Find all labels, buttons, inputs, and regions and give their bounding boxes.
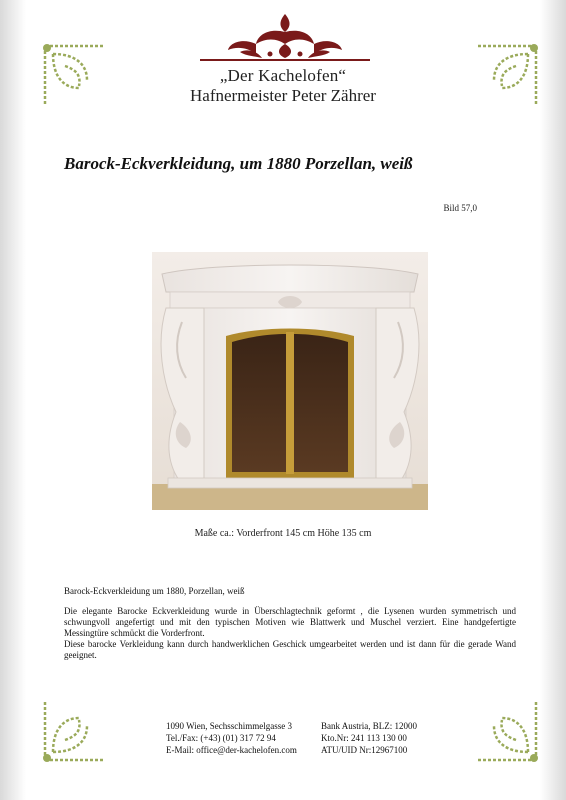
dimensions-caption: Maße ca.: Vorderfront 145 cm Höhe 135 cm [194, 528, 372, 539]
footer-email: E-Mail: office@der-kachelofen.com [166, 745, 297, 755]
description-paragraph: Die elegante Barocke Eckverkleidung wurde in Überschlagtechnik geformt , die Lysenen wurden symmetrisch und schwungvoll angefertigt und mit den typischen Motiven wie Blattwerk und Muschel verziert. Eine handgefertigte Messingtüre schmückt die Vorderfront. [64, 606, 516, 638]
description-paragraph-2: Diese barocke Verkleidung kann durch handwerklichen Geschick umgearbeitet werden und ist dann für die gerade Wand geeignet. [64, 639, 516, 660]
description-block [64, 586, 516, 661]
master-name: Hafnermeister Peter Zährer [190, 86, 376, 105]
header-ornament-icon [200, 12, 370, 70]
corner-ornament-icon [446, 36, 546, 136]
left-edge-shadow [0, 0, 26, 800]
fireplace-photo [152, 252, 428, 510]
footer-bank-name: Bank Austria, BLZ: 12000 [321, 721, 417, 731]
picture-reference: Bild 57,0 [443, 203, 477, 213]
corner-ornament-icon [35, 670, 135, 770]
page-title: Barock-Eckverkleidung, um 1880 Porzellan, weiß [64, 154, 413, 173]
corner-ornament-icon [446, 670, 546, 770]
company-name: „Der Kachelofen“ [219, 66, 347, 85]
footer-account: Kto.Nr: 241 113 130 00 [321, 733, 407, 743]
description-subtitle: Barock-Eckverkleidung um 1880, Porzellan, weiß [64, 586, 245, 596]
footer-vat: ATU/UID Nr:12967100 [321, 745, 408, 755]
footer-address: 1090 Wien, Sechsschimmelgasse 3 [166, 721, 292, 731]
footer-contact [166, 720, 297, 756]
footer-phone: Tel./Fax: (+43) (01) 317 72 94 [166, 733, 276, 743]
corner-ornament-icon [35, 36, 135, 136]
footer-bank [321, 720, 417, 756]
